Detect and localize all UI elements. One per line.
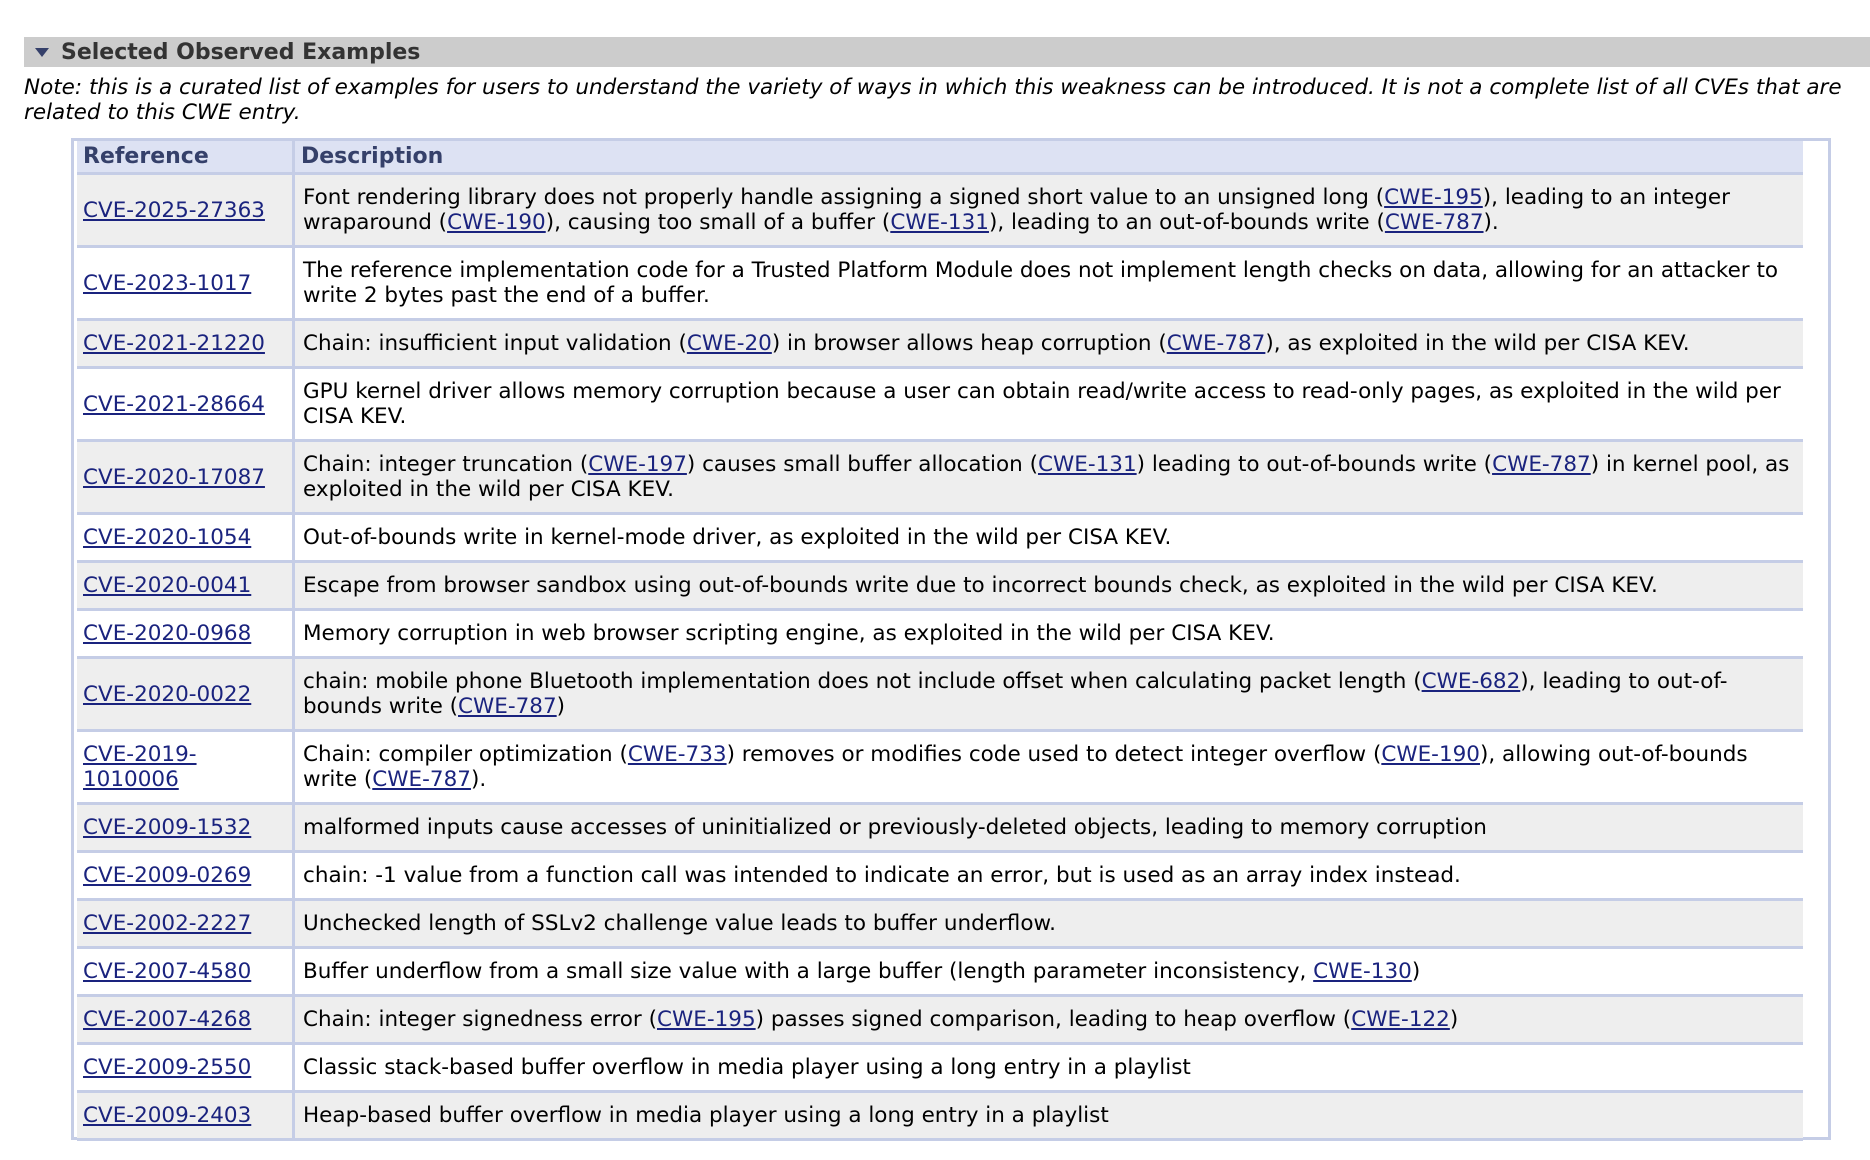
description-text bbox=[303, 185, 1799, 235]
description-segment: malformed inputs cause accesses of uninitialized or previously-deleted objects, leading to memory corruption bbox=[303, 815, 1487, 840]
cve-link[interactable]: CVE-2009-1532 bbox=[83, 815, 252, 840]
description-cell bbox=[295, 442, 1803, 512]
description-segment: Font rendering library does not properly handle assigning a signed short value to an unsigned long ( bbox=[303, 185, 1385, 210]
cwe-link[interactable]: CWE-131 bbox=[890, 210, 989, 235]
table-row bbox=[77, 805, 1803, 853]
description-cell bbox=[295, 659, 1803, 729]
cwe-link[interactable]: CWE-20 bbox=[686, 331, 772, 356]
description-text bbox=[303, 621, 1275, 646]
cwe-link[interactable]: CWE-682 bbox=[1421, 669, 1521, 694]
description-cell bbox=[295, 611, 1803, 656]
description-segment: ), leading to an out-of-bounds write ( bbox=[988, 210, 1385, 235]
table-row bbox=[77, 1045, 1803, 1093]
description-text bbox=[303, 331, 1690, 356]
description-segment: Chain: compiler optimization ( bbox=[303, 742, 628, 767]
table-row bbox=[77, 1093, 1803, 1141]
description-segment: ) removes or modifies code used to detect integer overflow ( bbox=[726, 742, 1382, 767]
table-header-row bbox=[77, 141, 1803, 175]
cwe-link[interactable]: CWE-131 bbox=[1037, 452, 1137, 477]
description-segment: chain: mobile phone Bluetooth implementation does not include offset when calculating packet length ( bbox=[303, 669, 1422, 694]
cwe-link[interactable]: CWE-195 bbox=[1384, 185, 1483, 210]
description-text bbox=[303, 1103, 1109, 1128]
cwe-link[interactable]: CWE-787 bbox=[372, 767, 471, 792]
description-segment: Out-of-bounds write in kernel-mode driver, as exploited in the wild per CISA KEV. bbox=[303, 525, 1172, 550]
observed-examples-table bbox=[71, 138, 1831, 1140]
description-segment: ), as exploited in the wild per CISA KEV. bbox=[1265, 331, 1690, 356]
table-row bbox=[77, 659, 1803, 732]
reference-cell bbox=[77, 369, 295, 439]
reference-cell bbox=[77, 997, 295, 1042]
table-row bbox=[77, 901, 1803, 949]
description-cell bbox=[295, 1045, 1803, 1090]
cve-link[interactable]: CVE-2020-0041 bbox=[83, 573, 252, 598]
description-segment: Memory corruption in web browser scripting engine, as exploited in the wild per CISA KEV. bbox=[303, 621, 1275, 646]
description-text bbox=[303, 573, 1658, 598]
cve-link[interactable]: CVE-2009-2403 bbox=[83, 1103, 252, 1128]
description-text bbox=[303, 959, 1420, 984]
description-cell bbox=[295, 901, 1803, 946]
reference-cell bbox=[77, 805, 295, 850]
description-segment: ) bbox=[1449, 1007, 1459, 1032]
description-cell bbox=[295, 732, 1803, 802]
cwe-link[interactable]: CWE-190 bbox=[1381, 742, 1480, 767]
reference-cell bbox=[77, 1045, 295, 1090]
cve-link[interactable]: CVE-2021-21220 bbox=[83, 331, 265, 356]
table-row bbox=[77, 997, 1803, 1045]
cve-link[interactable]: CVE-2020-1054 bbox=[83, 525, 252, 550]
description-cell bbox=[295, 321, 1803, 366]
description-segment: The reference implementation code for a Trusted Platform Module does not implement length checks on data, allowing for an attacker to write 2 bytes past the end of a buffer. bbox=[303, 258, 1779, 308]
reference-cell bbox=[77, 442, 295, 512]
reference-cell bbox=[77, 563, 295, 608]
description-text bbox=[303, 452, 1799, 502]
section-header[interactable] bbox=[24, 37, 1870, 67]
table-row bbox=[77, 175, 1803, 248]
description-segment: ), causing too small of a buffer ( bbox=[545, 210, 891, 235]
description-segment: ) in browser allows heap corruption ( bbox=[771, 331, 1167, 356]
description-segment: chain: -1 value from a function call was intended to indicate an error, but is used as an array index instead. bbox=[303, 863, 1461, 888]
description-segment: ). bbox=[470, 767, 487, 792]
description-text bbox=[303, 815, 1487, 840]
cve-link[interactable]: CVE-2025-27363 bbox=[83, 197, 265, 223]
description-segment: ) bbox=[1411, 959, 1421, 984]
description-segment: Heap-based buffer overflow in media player using a long entry in a playlist bbox=[303, 1103, 1109, 1128]
cve-link[interactable]: CVE-2020-0968 bbox=[83, 621, 252, 646]
description-segment: Escape from browser sandbox using out-of-bounds write due to incorrect bounds check, as exploited in the wild per CISA KEV. bbox=[303, 573, 1658, 598]
description-segment: Chain: integer signedness error ( bbox=[303, 1007, 657, 1032]
description-cell bbox=[295, 997, 1803, 1042]
cve-link[interactable]: CVE-2020-17087 bbox=[83, 464, 265, 490]
description-text bbox=[303, 525, 1171, 550]
table-row bbox=[77, 563, 1803, 611]
table-row bbox=[77, 369, 1803, 442]
cve-link[interactable]: CVE-2020-0022 bbox=[83, 681, 252, 707]
cwe-link[interactable]: CWE-197 bbox=[588, 452, 687, 477]
table-row bbox=[77, 853, 1803, 901]
section-note: Note: this is a curated list of examples for users to understand the variety of ways in which this weakness can be introduced. It is not a complete list of all CVEs that are related to this CWE entry. bbox=[24, 75, 1842, 125]
table-body bbox=[77, 141, 1803, 1141]
description-segment: Buffer underflow from a small size value with a large buffer (length parameter inconsistency, bbox=[303, 959, 1314, 984]
cwe-link[interactable]: CWE-122 bbox=[1351, 1007, 1450, 1032]
cve-link[interactable]: CVE-2009-2550 bbox=[83, 1055, 252, 1080]
description-text bbox=[303, 1007, 1458, 1032]
table-row bbox=[77, 515, 1803, 563]
table-row bbox=[77, 732, 1803, 805]
description-text bbox=[303, 669, 1799, 719]
description-text bbox=[303, 863, 1461, 888]
section-title: Selected Observed Examples bbox=[61, 39, 421, 65]
cve-link[interactable]: CVE-2009-0269 bbox=[83, 863, 252, 888]
table-row bbox=[77, 248, 1803, 321]
cwe-link[interactable]: CWE-787 bbox=[1492, 452, 1591, 477]
description-segment: Classic stack-based buffer overflow in media player using a long entry in a playlist bbox=[303, 1055, 1191, 1080]
reference-cell bbox=[77, 853, 295, 898]
description-cell bbox=[295, 369, 1803, 439]
description-segment: Unchecked length of SSLv2 challenge value leads to buffer underflow. bbox=[303, 911, 1056, 936]
reference-cell bbox=[77, 321, 295, 366]
header-description: Description bbox=[301, 144, 444, 169]
cwe-link[interactable]: CWE-190 bbox=[447, 210, 546, 235]
description-text bbox=[303, 911, 1056, 936]
description-segment: GPU kernel driver allows memory corruption because a user can obtain read/write access to read-only pages, as exploited in the wild per CISA KEV. bbox=[303, 379, 1781, 429]
description-segment: Chain: insufficient input validation ( bbox=[303, 331, 687, 356]
description-segment: ) bbox=[556, 694, 566, 719]
cve-link[interactable]: CVE-2007-4580 bbox=[83, 959, 252, 984]
description-cell bbox=[295, 853, 1803, 898]
cwe-link[interactable]: CWE-195 bbox=[656, 1007, 756, 1032]
reference-cell bbox=[77, 175, 295, 245]
table-row bbox=[77, 611, 1803, 659]
reference-cell bbox=[77, 1093, 295, 1138]
description-segment: ) passes signed comparison, leading to heap overflow ( bbox=[755, 1007, 1352, 1032]
description-cell bbox=[295, 805, 1803, 850]
cve-link[interactable]: CVE-2023-1017 bbox=[83, 270, 252, 296]
cve-link[interactable]: CVE-2002-2227 bbox=[83, 911, 252, 936]
chevron-down-icon[interactable] bbox=[35, 48, 49, 57]
description-cell bbox=[295, 949, 1803, 994]
description-text bbox=[303, 379, 1799, 429]
reference-cell bbox=[77, 248, 295, 318]
description-cell bbox=[295, 1093, 1803, 1138]
cwe-link[interactable]: CWE-787 bbox=[1384, 210, 1484, 235]
description-segment: ), leading to out-of-bounds write ( bbox=[303, 669, 1728, 719]
reference-cell bbox=[77, 515, 295, 560]
description-segment: ). bbox=[1483, 210, 1499, 235]
table-row bbox=[77, 442, 1803, 515]
description-segment: ) causes small buffer allocation ( bbox=[686, 452, 1038, 477]
reference-cell bbox=[77, 901, 295, 946]
description-text bbox=[303, 1055, 1191, 1080]
description-segment: ), allowing out-of-bounds write ( bbox=[303, 742, 1748, 792]
table-row bbox=[77, 949, 1803, 997]
cve-link[interactable]: CVE-2021-28664 bbox=[83, 391, 265, 417]
description-segment: Chain: integer truncation ( bbox=[303, 452, 589, 477]
reference-cell bbox=[77, 611, 295, 656]
reference-cell bbox=[77, 949, 295, 994]
description-text bbox=[303, 258, 1799, 308]
description-cell bbox=[295, 563, 1803, 608]
description-text bbox=[303, 742, 1799, 792]
cwe-link[interactable]: CWE-733 bbox=[627, 742, 727, 767]
cwe-link[interactable]: CWE-787 bbox=[458, 694, 557, 719]
reference-cell bbox=[77, 659, 295, 729]
cwe-link[interactable]: CWE-787 bbox=[1166, 331, 1266, 356]
header-reference: Reference bbox=[77, 141, 295, 172]
description-cell bbox=[295, 515, 1803, 560]
description-cell bbox=[295, 175, 1803, 245]
description-segment: ), leading to an integer wraparound ( bbox=[303, 185, 1730, 235]
description-segment: ) leading to out-of-bounds write ( bbox=[1136, 452, 1493, 477]
cve-link[interactable]: CVE-2007-4268 bbox=[83, 1007, 252, 1032]
cwe-link[interactable]: CWE-130 bbox=[1313, 959, 1412, 984]
cve-link[interactable]: CVE-2019-1010006 bbox=[83, 742, 197, 792]
reference-cell bbox=[77, 732, 295, 802]
table-row bbox=[77, 321, 1803, 369]
description-cell bbox=[295, 248, 1803, 318]
description-segment: ) in kernel pool, as exploited in the wild per CISA KEV. bbox=[303, 452, 1790, 502]
